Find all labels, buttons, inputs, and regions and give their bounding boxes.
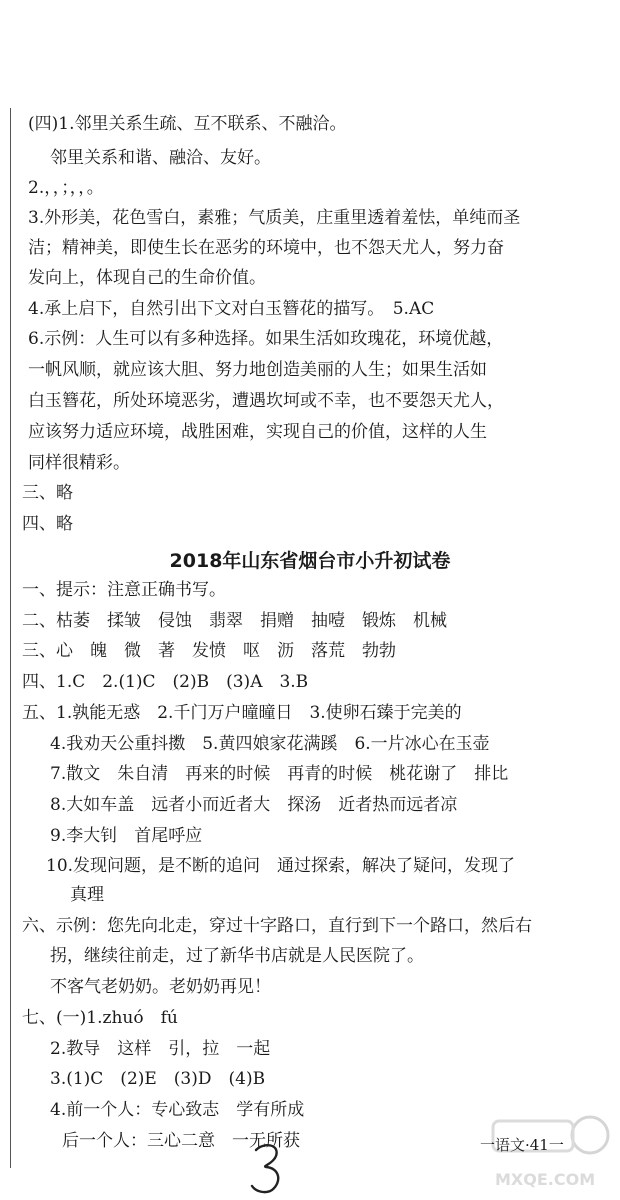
answer-line: 四、略	[22, 514, 73, 534]
answer-line: 三、略	[22, 483, 73, 503]
answer-line: 2.教导 这样 引，拉 一起	[50, 1039, 271, 1059]
left-margin-rule	[10, 108, 11, 1168]
answer-line: 七、(一)1.zhuó fú	[22, 1008, 178, 1028]
answer-line: 6.示例：人生可以有多种选择。如果生活如玫瑰花，环境优越，	[28, 329, 504, 349]
answer-line: 四、1.C 2.(1)C (2)B (3)A 3.B	[22, 672, 309, 692]
answer-line: 10.发现问题，是不断的追问 通过探索，解决了疑问，发现了	[46, 856, 516, 876]
answer-line: 8.大如车盖 远者小而近者大 探汤 近者热而远者凉	[50, 795, 458, 815]
answer-line: 后一个人：三心二意 一无所获	[62, 1131, 300, 1151]
answer-line: 三、心 魄 微 著 发愤 呕 沥 落荒 勃勃	[22, 641, 396, 661]
handwritten-page-mark	[248, 1140, 288, 1196]
answer-line: 3.外形美，花色雪白，素雅；气质美，庄重里透着羞怯，单纯而圣	[28, 208, 521, 228]
answer-line: 同样很精彩。	[28, 453, 130, 473]
answer-line: 二、枯萎 揉皱 侵蚀 翡翠 捐赠 抽噎 锻炼 机械	[22, 611, 447, 631]
answer-line: 应该努力适应环境，战胜困难，实现自己的价值，这样的人生	[28, 422, 487, 442]
answer-line: (四)1.邻里关系生疏、互不联系、不融洽。	[28, 114, 347, 134]
answer-line: 3.(1)C (2)E (3)D (4)B	[50, 1069, 266, 1089]
answer-line: 4.承上启下，自然引出下文对白玉簪花的描写。 5.AC	[28, 299, 435, 319]
answer-line: 六、示例：您先向北走，穿过十字路口，直行到下一个路口，然后右	[22, 916, 532, 936]
answer-line: 不客气老奶奶。老奶奶再见！	[50, 977, 271, 997]
answer-line: 一、提示：注意正确书写。	[22, 580, 226, 600]
exam-title: 2018年山东省烟台市小升初试卷	[169, 550, 451, 572]
answer-line: 4.前一个人：专心致志 学有所成	[50, 1100, 305, 1120]
answer-line: 拐，继续往前走，过了新华书店就是人民医院了。	[50, 946, 424, 966]
answer-line: 邻里关系和谐、融洽、友好。	[50, 148, 271, 168]
page-footer: 一语文·41一	[480, 1136, 564, 1154]
answer-line: 洁；精神美，即使生长在恶劣的环境中，也不怨天尤人，努力奋	[28, 238, 504, 258]
answer-line: 发向上，体现自己的生命价值。	[28, 268, 266, 288]
svg-text:MXQE.COM: MXQE.COM	[495, 1170, 596, 1189]
answer-line: 2.，，；，，。	[28, 178, 104, 198]
answer-line: 真理	[70, 885, 104, 905]
answer-line: 9.李大钊 首尾呼应	[50, 826, 203, 846]
answer-line: 4.我劝天公重抖擞 5.黄四娘家花满蹊 6.一片冰心在玉壶	[50, 734, 490, 754]
answer-line: 五、1.孰能无惑 2.千门万户曈曈日 3.使卵石臻于完美的	[22, 703, 462, 723]
answer-line: 7.散文 朱自清 再来的时候 再青的时候 桃花谢了 排比	[50, 764, 509, 784]
answer-line: 一帆风顺，就应该大胆、努力地创造美丽的人生；如果生活如	[28, 360, 487, 380]
answer-line: 白玉簪花，所处环境恶劣，遭遇坎坷或不幸，也不要怨天尤人，	[28, 391, 504, 411]
